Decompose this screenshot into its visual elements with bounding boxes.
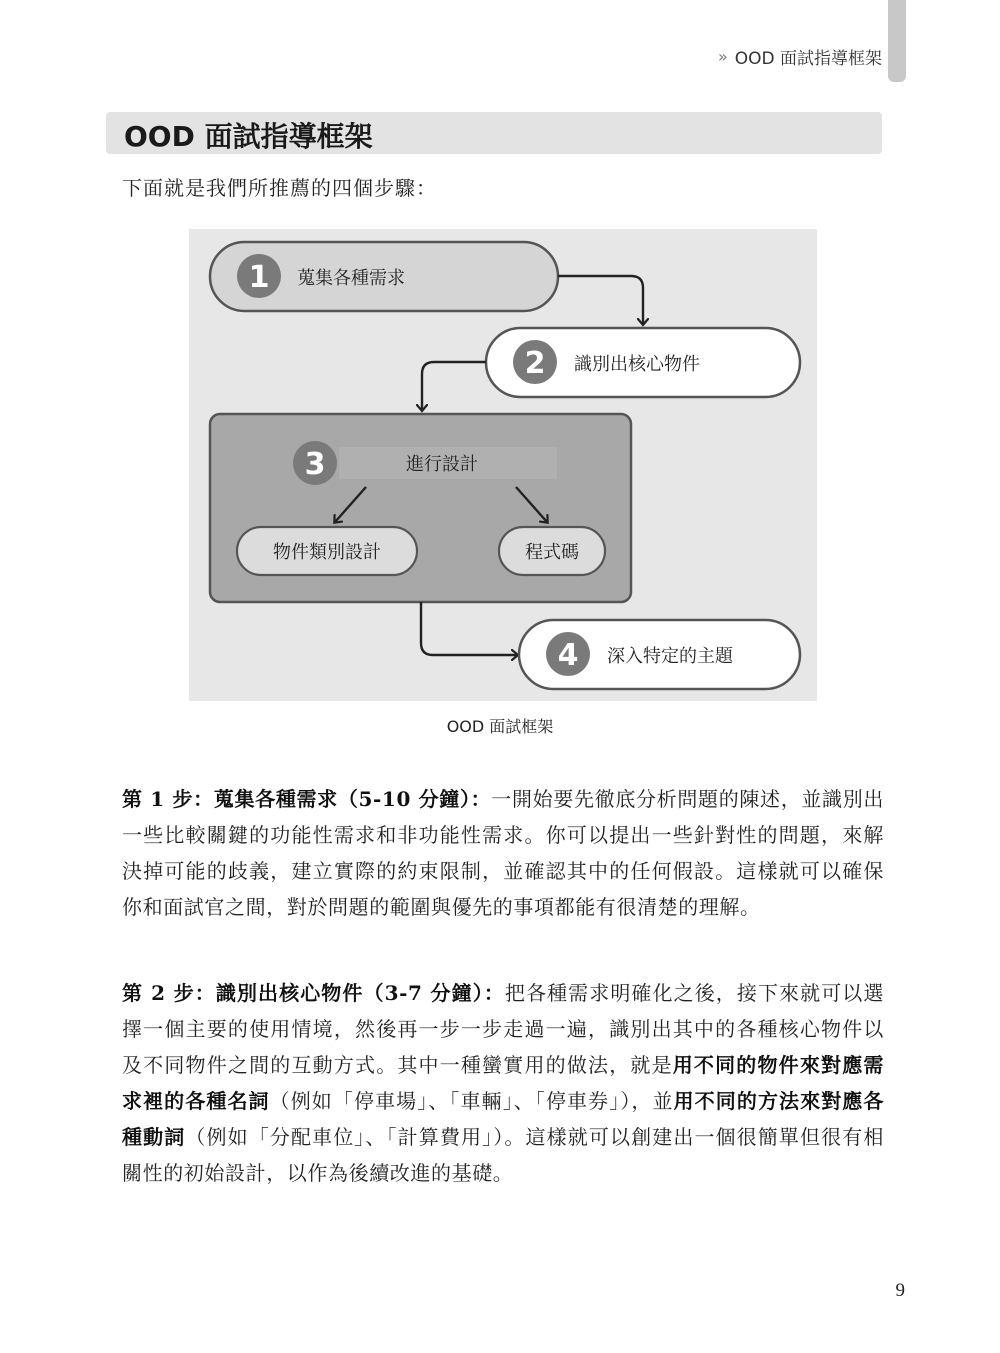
paragraph-step-1-body: 一開始要先徹底分析問題的陳述，並識別出一些比較關鍵的功能性需求和非功能性需求。你可以提出一些針對性的問題，來解決掉可能的歧義，建立實際的約束限制，並確認其中的任何假設。這樣就可以確保你和面試官之間，對於問題的範圍與優先的事項都能有很清楚的理解。: [122, 787, 884, 919]
step-3-label: 進行設計: [406, 454, 478, 475]
paragraph-step-2-heading: 第 2 步：識別出核心物件（3-7 分鐘）：: [122, 981, 505, 1005]
step-3-number: 3: [304, 447, 326, 482]
step-4-number: 4: [557, 638, 579, 673]
framework-diagram: [189, 229, 817, 701]
running-header: [718, 44, 882, 69]
step-1-label: 蒐集各種需求: [297, 268, 405, 289]
intro-text: 下面就是我們所推薦的四個步驟：: [122, 176, 437, 200]
section-title: OOD 面試指導框架: [124, 120, 373, 153]
step-3-box: [210, 414, 631, 602]
step-2-box: [486, 328, 800, 397]
substep-class-design-label: 物件類別設計: [273, 542, 381, 563]
paragraph-step-2-body-3: （例如「分配車位」、「計算費用」）。這樣就可以創建出一個很簡單但很有相關性的初始設計，以作為後續改進的基礎。: [122, 1125, 884, 1185]
substep-code: [499, 527, 605, 575]
step-4-label: 深入特定的主題: [607, 646, 733, 667]
page-number: 9: [895, 1280, 905, 1301]
paragraph-step-2-emphasis-1: 用不同的物件來對應需求裡的各種名詞: [122, 1053, 884, 1113]
substep-code-label: 程式碼: [525, 542, 579, 563]
page-edge-tab: [888, 0, 906, 82]
step-4-box: [519, 620, 800, 689]
paragraph-step-1-heading: 第 1 步：蒐集各種需求（5-10 分鐘）：: [122, 787, 492, 811]
paragraph-step-2-body-2: （例如「停車場」、「車輛」、「停車券」），並: [269, 1089, 674, 1113]
paragraph-step-2-body-1: 把各種需求明確化之後，接下來就可以選擇一個主要的使用情境，然後再一步一步走過一遍，識別出其中的各種核心物件以及不同物件之間的互動方式。其中一種蠻實用的做法，就是: [122, 981, 884, 1077]
figure-caption: OOD 面試框架: [446, 717, 554, 736]
paragraph-step-2: [122, 975, 884, 1191]
paragraph-step-1: [122, 781, 884, 925]
step-1-number: 1: [248, 260, 270, 295]
step-2-number: 2: [524, 346, 546, 381]
paragraph-step-2-emphasis-2: 用不同的方法來對應各種動詞: [122, 1089, 884, 1149]
step-2-label: 識別出核心物件: [574, 354, 700, 375]
section-heading-band: [106, 112, 882, 154]
running-header-title: OOD 面試指導框架: [734, 49, 882, 69]
chevron-icon: »: [717, 47, 725, 66]
step-1-box: [210, 242, 558, 311]
substep-class-design: [237, 527, 417, 575]
